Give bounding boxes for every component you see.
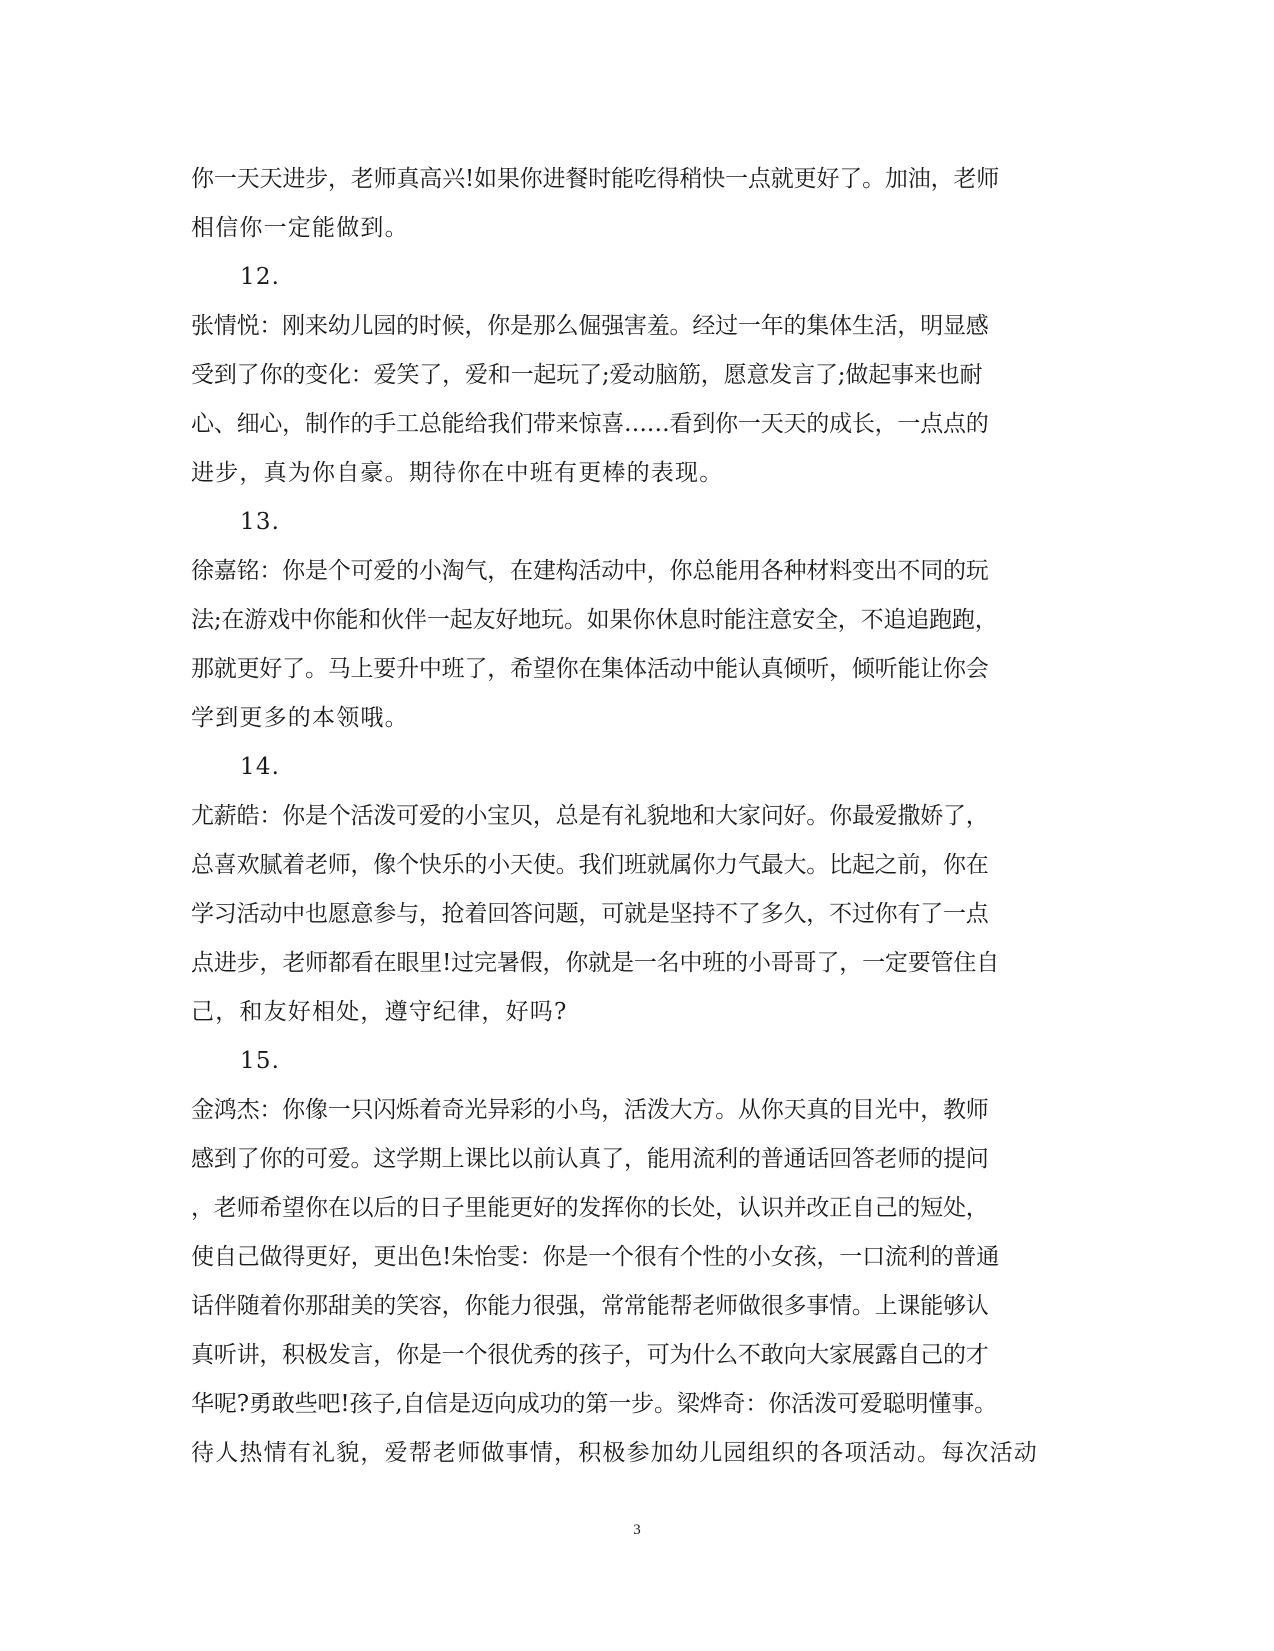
- text-line: 尤薪皓：你是个活泼可爱的小宝贝，总是有礼貌地和大家问好。你最爱撒娇了，: [191, 803, 989, 829]
- text-line: 那就更好了。马上要升中班了，希望你在集体活动中能认真倾听，倾听能让你会: [191, 656, 989, 682]
- text-line: 真听讲，积极发言，你是一个很优秀的孩子，可为什么不敢向大家展露自己的才: [191, 1342, 989, 1368]
- text-line: 华呢?勇敢些吧!孩子,自信是迈向成功的第一步。梁烨奇：你活泼可爱聪明懂事。: [191, 1391, 997, 1417]
- text-line: 学到更多的本领哦。: [191, 705, 409, 731]
- text-line: 进步，真为你自豪。期待你在中班有更棒的表现。: [191, 460, 724, 486]
- text-line: 话伴随着你那甜美的笑容，你能力很强，常常能帮老师做很多事情。上课能够认: [191, 1293, 989, 1319]
- item-number: 15.: [240, 1048, 281, 1074]
- text-line: 法;在游戏中你能和伙伴一起友好地玩。如果你休息时能注意安全，不追追跑跑，: [191, 607, 998, 633]
- text-line: 己，和友好相处，遵守纪律，好吗?: [191, 999, 568, 1025]
- item-number: 13.: [240, 509, 281, 535]
- text-line: 你一天天进步，老师真高兴!如果你进餐时能吃得稍快一点就更好了。加油，老师: [191, 166, 1000, 192]
- text-line: 感到了你的可爱。这学期上课比以前认真了，能用流利的普通话回答老师的提问: [191, 1146, 989, 1172]
- text-line: 点进步，老师都看在眼里!过完暑假，你就是一名中班的小哥哥了，一定要管住自: [191, 950, 1000, 976]
- text-line: 学习活动中也愿意参与，抢着回答问题，可就是坚持不了多久，不过你有了一点: [191, 901, 989, 927]
- page-number: 3: [633, 1522, 641, 1538]
- text-line: ，老师希望你在以后的日子里能更好的发挥你的长处，认识并改正自己的短处，: [191, 1195, 989, 1221]
- document-body: [191, 155, 1081, 1478]
- item-number: 12.: [240, 264, 281, 290]
- text-line: 张情悦：刚来幼儿园的时候，你是那么倔强害羞。经过一年的集体生活，明显感: [191, 313, 989, 339]
- text-line: 总喜欢腻着老师，像个快乐的小天使。我们班就属你力气最大。比起之前，你在: [191, 852, 989, 878]
- text-line: 受到了你的变化：爱笑了，爱和一起玩了;爱动脑筋，愿意发言了;做起事来也耐: [191, 362, 983, 388]
- text-line: 待人热情有礼貌，爱帮老师做事情，积极参加幼儿园组织的各项活动。每次活动: [191, 1440, 1038, 1466]
- text-line: 使自己做得更好，更出色!朱怡雯：你是一个很有个性的小女孩，一口流利的普通: [191, 1244, 1000, 1270]
- text-line: 徐嘉铭：你是个可爱的小淘气，在建构活动中，你总能用各种材料变出不同的玩: [191, 558, 989, 584]
- text-line: 心、细心，制作的手工总能给我们带来惊喜……看到你一天天的成长，一点点的: [191, 411, 989, 437]
- item-number: 14.: [240, 754, 281, 780]
- text-line: 相信你一定能做到。: [191, 215, 409, 241]
- text-line: 金鸿杰：你像一只闪烁着奇光异彩的小鸟，活泼大方。从你天真的目光中，教师: [191, 1097, 989, 1123]
